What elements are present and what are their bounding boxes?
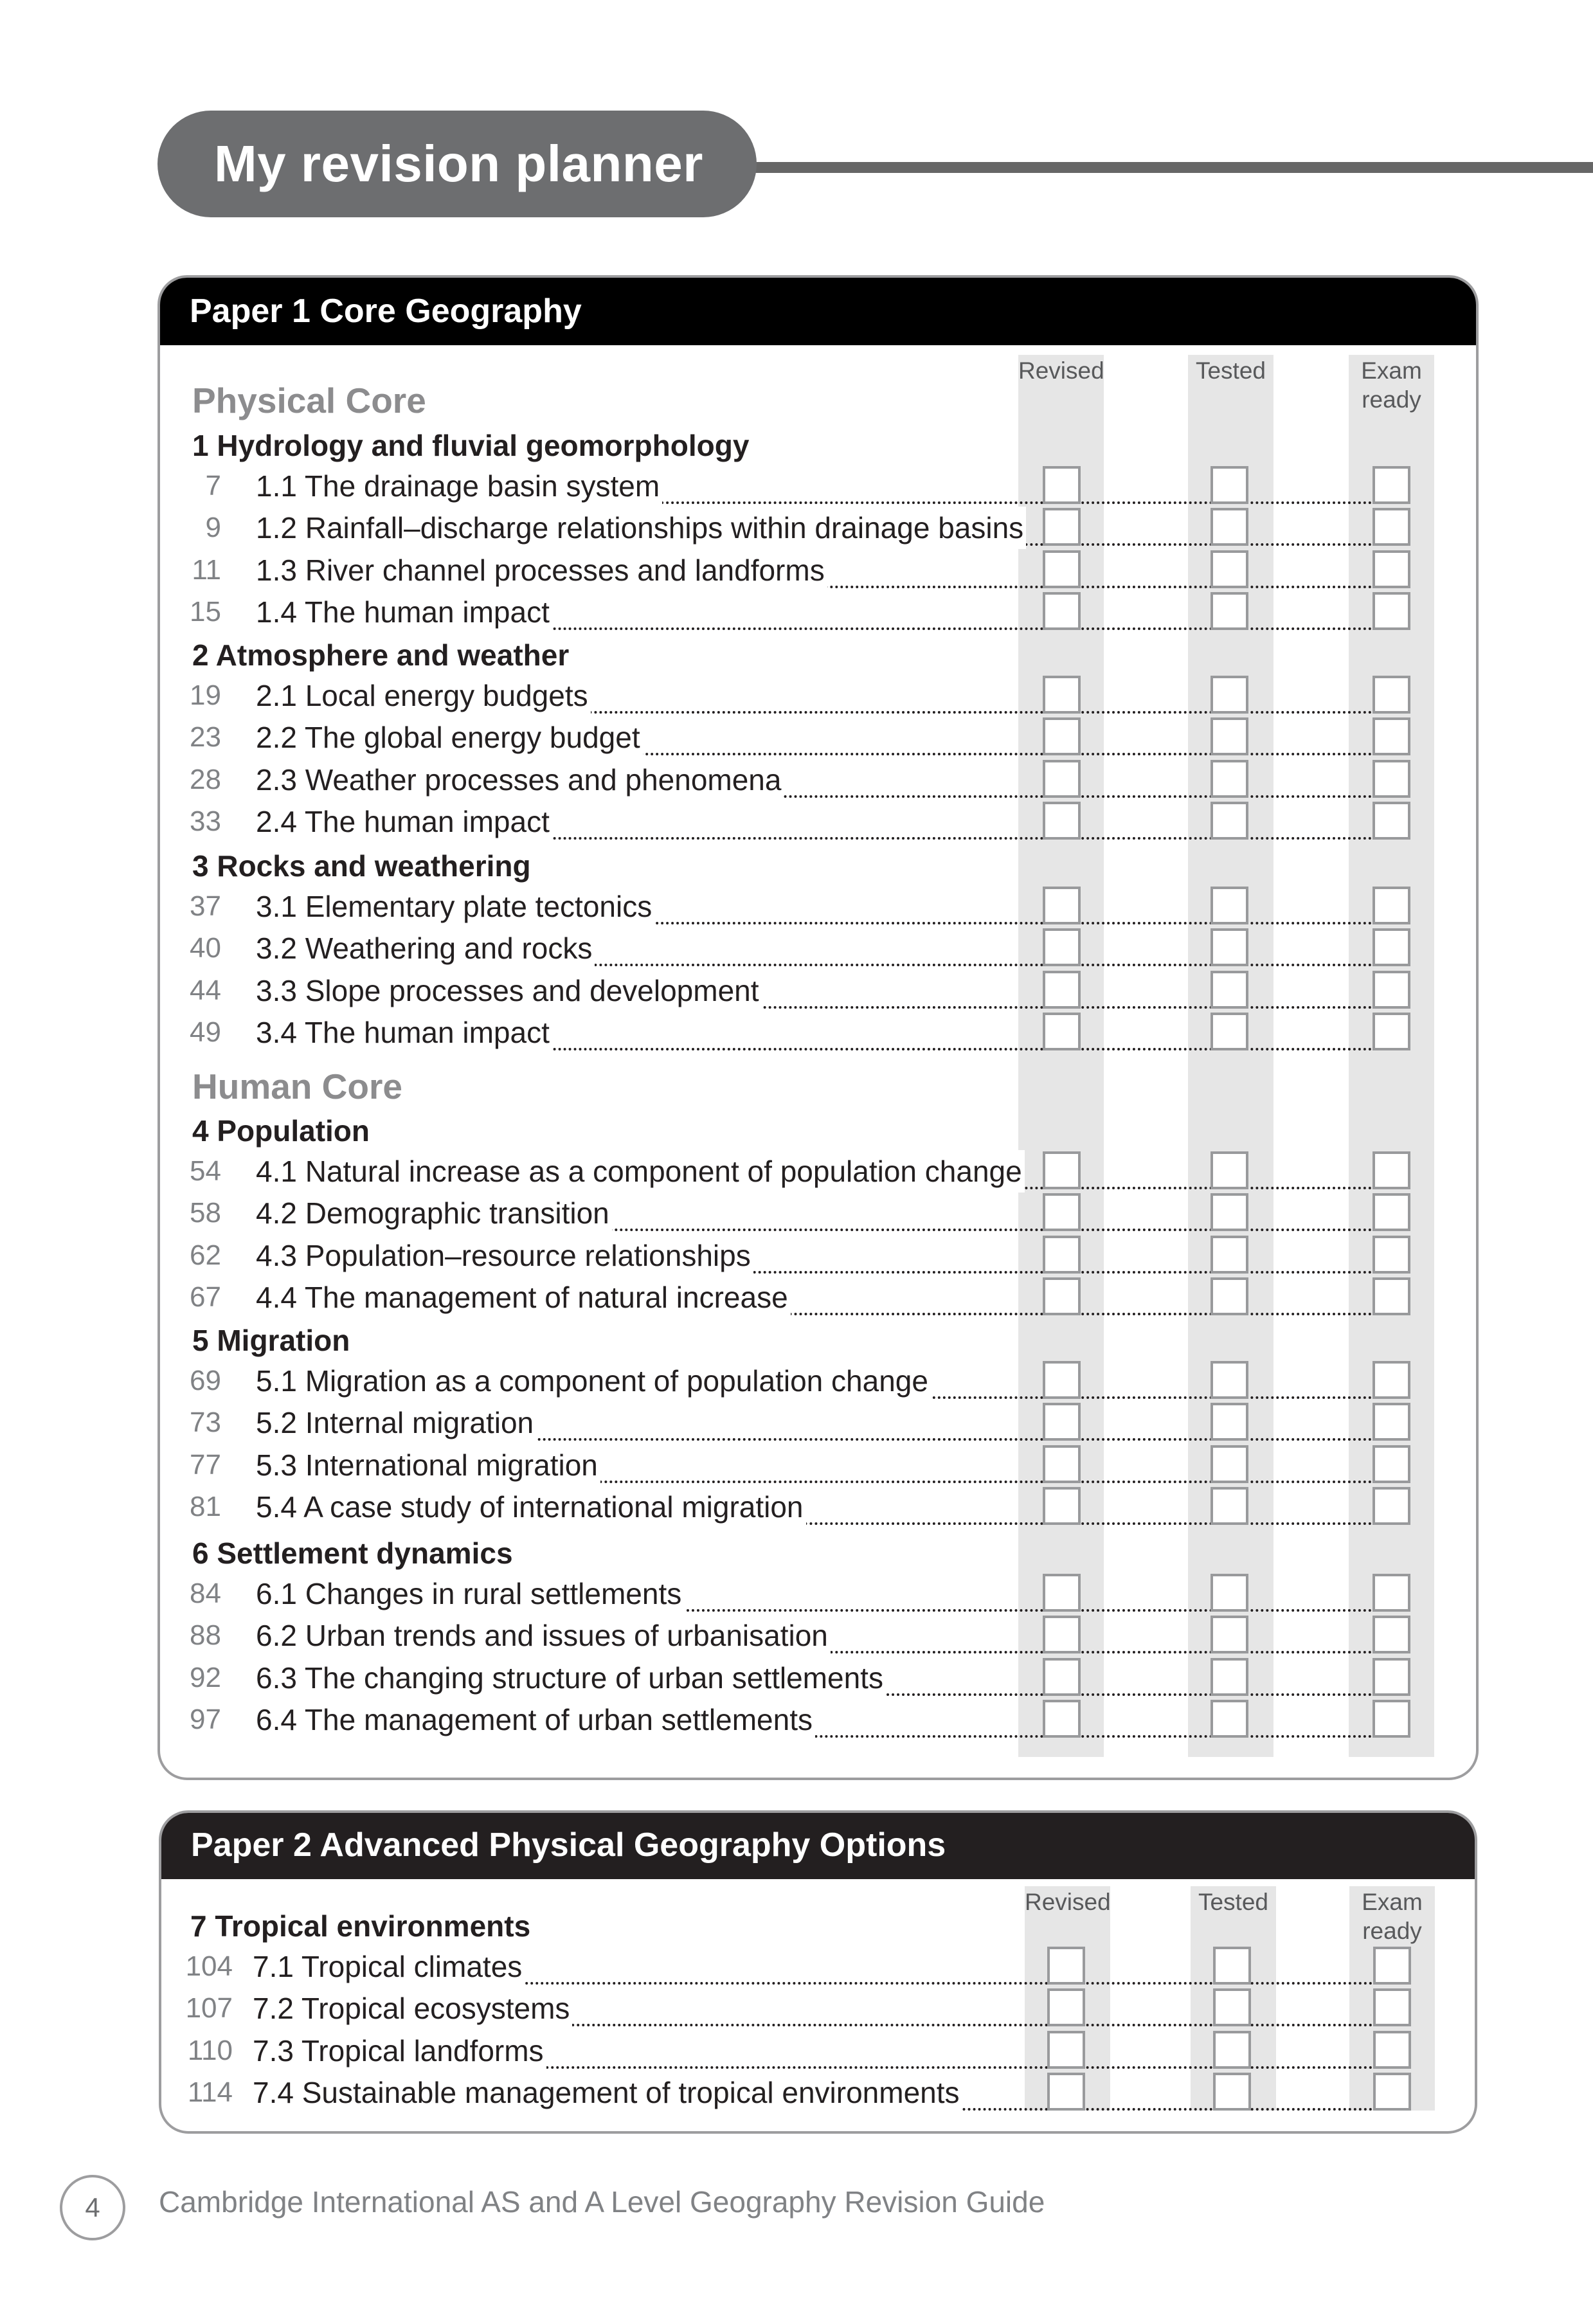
page-number: 58: [190, 1197, 221, 1229]
column-header-exam-line2: ready: [1362, 1918, 1422, 1944]
page-number: 19: [190, 680, 221, 711]
topic-title[interactable]: 4.3 Population–resource relationships: [256, 1234, 753, 1277]
tested-checkbox[interactable]: [1213, 1947, 1251, 1985]
paper1-header: [160, 278, 1476, 345]
group-label-human-core: Human Core: [192, 1067, 402, 1106]
topic-row: [160, 591, 1476, 633]
topic-title[interactable]: 5.1 Migration as a component of population change: [256, 1360, 931, 1402]
tested-checkbox[interactable]: [1210, 717, 1248, 755]
topic-title[interactable]: 1.3 River channel processes and landforms: [256, 549, 827, 591]
exam-ready-checkbox[interactable]: [1372, 1658, 1410, 1696]
exam-ready-checkbox[interactable]: [1372, 1574, 1410, 1612]
exam-ready-checkbox[interactable]: [1372, 1616, 1410, 1653]
topic-title[interactable]: 2.4 The human impact: [256, 800, 552, 843]
revised-checkbox[interactable]: [1043, 466, 1081, 504]
topic-title[interactable]: 7.1 Tropical climates: [253, 1945, 525, 1988]
exam-ready-checkbox[interactable]: [1372, 1700, 1410, 1738]
topic-title[interactable]: 5.2 Internal migration: [256, 1401, 536, 1444]
topic-row: [160, 1572, 1476, 1615]
topic-row: [160, 1234, 1476, 1277]
tested-checkbox[interactable]: [1210, 1193, 1248, 1231]
revised-checkbox[interactable]: [1043, 717, 1081, 755]
exam-ready-checkbox[interactable]: [1373, 2073, 1411, 2111]
revised-checkbox[interactable]: [1043, 676, 1081, 714]
tested-checkbox[interactable]: [1213, 1988, 1251, 2026]
tested-checkbox[interactable]: [1210, 508, 1248, 546]
topic-heading: 5 Migration: [192, 1324, 350, 1357]
exam-ready-checkbox[interactable]: [1372, 928, 1410, 966]
paper1-title: Paper 1 Core Geography: [190, 293, 582, 330]
revised-checkbox[interactable]: [1043, 1487, 1081, 1525]
exam-ready-checkbox[interactable]: [1372, 1445, 1410, 1483]
revised-checkbox[interactable]: [1043, 508, 1081, 546]
topic-title[interactable]: 4.1 Natural increase as a component of population change: [256, 1150, 1025, 1193]
page-number: 69: [190, 1365, 221, 1396]
tested-checkbox[interactable]: [1210, 676, 1248, 714]
page-number: 23: [190, 721, 221, 753]
page-number: 84: [190, 1578, 221, 1609]
topic-heading: 1 Hydrology and fluvial geomorphology: [192, 429, 750, 462]
book-title: Cambridge International AS and A Level Geography Revision Guide: [159, 2185, 1045, 2219]
page-number: 62: [190, 1239, 221, 1271]
tested-checkbox[interactable]: [1210, 1574, 1248, 1612]
page-number: 67: [190, 1281, 221, 1313]
topic-row: [160, 927, 1476, 969]
revised-checkbox[interactable]: [1047, 2073, 1085, 2111]
tested-checkbox[interactable]: [1210, 971, 1248, 1009]
page-number: 40: [190, 932, 221, 964]
topic-heading: 6 Settlement dynamics: [192, 1536, 513, 1570]
exam-ready-checkbox[interactable]: [1372, 1236, 1410, 1274]
revised-checkbox[interactable]: [1043, 1445, 1081, 1483]
topic-row: [160, 1657, 1476, 1699]
topic-title[interactable]: 6.4 The management of urban settlements: [256, 1698, 815, 1741]
exam-ready-checkbox[interactable]: [1372, 466, 1410, 504]
topic-row: [160, 1486, 1476, 1528]
tested-checkbox[interactable]: [1210, 1013, 1248, 1050]
topic-title[interactable]: 4.4 The management of natural increase: [256, 1276, 791, 1319]
exam-ready-checkbox[interactable]: [1372, 1193, 1410, 1231]
topic-title[interactable]: 2.3 Weather processes and phenomena: [256, 759, 784, 801]
exam-ready-checkbox[interactable]: [1372, 760, 1410, 798]
title-pill: [158, 111, 757, 217]
revised-checkbox[interactable]: [1043, 1574, 1081, 1612]
tested-checkbox[interactable]: [1210, 1616, 1248, 1653]
page-number: 15: [190, 596, 221, 627]
exam-ready-checkbox[interactable]: [1372, 1013, 1410, 1050]
tested-checkbox[interactable]: [1210, 550, 1248, 588]
column-header-exam: [1349, 1887, 1435, 1945]
revised-checkbox[interactable]: [1043, 1616, 1081, 1653]
topic-heading: 3 Rocks and weathering: [192, 849, 531, 883]
topic-row: [160, 465, 1476, 507]
tested-checkbox[interactable]: [1210, 928, 1248, 966]
topic-row: [160, 1698, 1476, 1741]
topic-row: [160, 885, 1476, 928]
revised-checkbox[interactable]: [1043, 1013, 1081, 1050]
revised-checkbox[interactable]: [1043, 1700, 1081, 1738]
topic-row: [160, 716, 1476, 759]
column-header-exam-line2: ready: [1362, 386, 1421, 413]
topic-row: [160, 549, 1476, 591]
topic-title[interactable]: 3.2 Weathering and rocks: [256, 927, 595, 969]
exam-ready-checkbox[interactable]: [1372, 971, 1410, 1009]
topic-title[interactable]: 3.1 Elementary plate tectonics: [256, 885, 654, 928]
topic-title[interactable]: 5.3 International migration: [256, 1444, 600, 1486]
revised-checkbox[interactable]: [1043, 928, 1081, 966]
tested-checkbox[interactable]: [1210, 1361, 1248, 1399]
revised-checkbox[interactable]: [1043, 592, 1081, 630]
topic-title[interactable]: 1.1 The drainage basin system: [256, 465, 662, 507]
topic-title[interactable]: 4.2 Demographic transition: [256, 1192, 612, 1234]
page-number: 7: [205, 470, 221, 501]
revised-checkbox[interactable]: [1043, 887, 1081, 924]
title-rule: [746, 162, 1593, 173]
page-number-badge: 4: [60, 2175, 125, 2240]
topic-title[interactable]: 6.3 The changing structure of urban settlements: [256, 1657, 886, 1699]
page-number: 9: [205, 512, 221, 543]
topic-title[interactable]: 2.1 Local energy budgets: [256, 674, 591, 717]
tested-checkbox[interactable]: [1213, 2031, 1251, 2069]
revised-checkbox[interactable]: [1043, 760, 1081, 798]
page-number: 54: [190, 1155, 221, 1187]
topic-row: [160, 1360, 1476, 1402]
exam-ready-checkbox[interactable]: [1372, 1277, 1410, 1315]
group-label-physical-core: Physical Core: [192, 381, 426, 420]
tested-checkbox[interactable]: [1210, 760, 1248, 798]
tested-checkbox[interactable]: [1210, 1236, 1248, 1274]
exam-ready-checkbox[interactable]: [1372, 676, 1410, 714]
revised-checkbox[interactable]: [1043, 1151, 1081, 1189]
topic-title[interactable]: 5.4 A case study of international migration: [256, 1486, 806, 1528]
revised-checkbox[interactable]: [1047, 2031, 1085, 2069]
exam-ready-checkbox[interactable]: [1372, 508, 1410, 546]
page-number: 81: [190, 1491, 221, 1522]
topic-heading: 7 Tropical environments: [190, 1909, 531, 1943]
column-header-tested: Tested: [1195, 357, 1266, 384]
page-number: 44: [190, 975, 221, 1006]
paper2-header: [161, 1813, 1475, 1879]
page-title: My revision planner: [214, 135, 703, 192]
column-header-exam: [1349, 356, 1434, 414]
revised-checkbox[interactable]: [1043, 802, 1081, 840]
revised-checkbox[interactable]: [1043, 1193, 1081, 1231]
paper2-title: Paper 2 Advanced Physical Geography Options: [191, 1826, 946, 1864]
tested-checkbox[interactable]: [1210, 1700, 1248, 1738]
page-number: 107: [185, 1992, 233, 2024]
topic-title[interactable]: 2.2 The global energy budget: [256, 716, 643, 759]
exam-ready-checkbox[interactable]: [1373, 2031, 1411, 2069]
topic-title[interactable]: 1.4 The human impact: [256, 591, 552, 633]
tested-checkbox[interactable]: [1210, 887, 1248, 924]
tested-checkbox[interactable]: [1210, 802, 1248, 840]
topic-title[interactable]: 6.1 Changes in rural settlements: [256, 1572, 684, 1615]
topic-heading: 4 Population: [192, 1114, 370, 1148]
page-number: 37: [190, 890, 221, 922]
tested-checkbox[interactable]: [1210, 466, 1248, 504]
topic-row: [160, 800, 1476, 843]
page-number: 104: [185, 1950, 233, 1982]
topic-row: [161, 1987, 1475, 2030]
revised-checkbox[interactable]: [1047, 1988, 1085, 2026]
topic-heading: 2 Atmosphere and weather: [192, 638, 570, 672]
page-number: 92: [190, 1662, 221, 1693]
revised-checkbox[interactable]: [1043, 1361, 1081, 1399]
tested-checkbox[interactable]: [1213, 2073, 1251, 2111]
topic-row: [161, 1945, 1475, 1988]
exam-ready-checkbox[interactable]: [1373, 1947, 1411, 1985]
topic-row: [160, 507, 1476, 549]
topic-row: [160, 1276, 1476, 1319]
page-number: 88: [190, 1619, 221, 1651]
page-number: 110: [187, 2035, 233, 2066]
tested-checkbox[interactable]: [1210, 1445, 1248, 1483]
tested-checkbox[interactable]: [1210, 1658, 1248, 1696]
topic-row: [160, 1192, 1476, 1234]
column-header-revised: Revised: [1025, 1889, 1111, 1915]
revised-checkbox[interactable]: [1043, 1277, 1081, 1315]
column-header-revised: Revised: [1018, 357, 1104, 384]
topic-row: [160, 1011, 1476, 1054]
topic-title[interactable]: 1.2 Rainfall–discharge relationships within drainage basins: [256, 507, 1026, 549]
page-number: 97: [190, 1704, 221, 1735]
page-number: 77: [190, 1449, 221, 1481]
tested-checkbox[interactable]: [1210, 1403, 1248, 1441]
paper1-panel: [158, 275, 1479, 1780]
topic-title[interactable]: 3.4 The human impact: [256, 1011, 552, 1054]
exam-ready-checkbox[interactable]: [1373, 1988, 1411, 2026]
revised-checkbox[interactable]: [1043, 1236, 1081, 1274]
exam-ready-checkbox[interactable]: [1372, 1403, 1410, 1441]
topic-title[interactable]: 6.2 Urban trends and issues of urbanisation: [256, 1614, 831, 1657]
topic-row: [160, 1401, 1476, 1444]
column-header-tested: Tested: [1198, 1889, 1268, 1915]
revised-checkbox[interactable]: [1043, 971, 1081, 1009]
exam-ready-checkbox[interactable]: [1372, 1151, 1410, 1189]
tested-checkbox[interactable]: [1210, 592, 1248, 630]
topic-row: [161, 2071, 1475, 2114]
revised-checkbox[interactable]: [1043, 1403, 1081, 1441]
tested-checkbox[interactable]: [1210, 1277, 1248, 1315]
exam-ready-checkbox[interactable]: [1372, 592, 1410, 630]
topic-row: [160, 1444, 1476, 1486]
column-header-exam-line1: Exam: [1361, 357, 1422, 384]
page-number: 33: [190, 806, 221, 837]
topic-title[interactable]: 3.3 Slope processes and development: [256, 969, 762, 1012]
exam-ready-checkbox[interactable]: [1372, 1361, 1410, 1399]
revised-checkbox[interactable]: [1043, 1658, 1081, 1696]
topic-title[interactable]: 7.2 Tropical ecosystems: [253, 1987, 572, 2030]
page-number: 28: [190, 764, 221, 795]
tested-checkbox[interactable]: [1210, 1487, 1248, 1525]
topic-title[interactable]: 7.3 Tropical landforms: [253, 2030, 546, 2072]
topic-row: [160, 1150, 1476, 1193]
revised-checkbox[interactable]: [1047, 1947, 1085, 1985]
exam-ready-checkbox[interactable]: [1372, 1487, 1410, 1525]
topic-row: [160, 1614, 1476, 1657]
exam-ready-checkbox[interactable]: [1372, 802, 1410, 840]
topic-row: [160, 759, 1476, 801]
topic-row: [160, 674, 1476, 717]
page-number: 11: [192, 554, 221, 586]
exam-ready-checkbox[interactable]: [1372, 550, 1410, 588]
exam-ready-checkbox[interactable]: [1372, 717, 1410, 755]
page-number: 114: [187, 2076, 233, 2108]
column-header-exam-line1: Exam: [1362, 1889, 1423, 1915]
topic-row: [160, 969, 1476, 1012]
topic-title[interactable]: 7.4 Sustainable management of tropical environments: [253, 2071, 962, 2114]
paper2-panel: [159, 1810, 1477, 2134]
tested-checkbox[interactable]: [1210, 1151, 1248, 1189]
revised-checkbox[interactable]: [1043, 550, 1081, 588]
page-number: 49: [190, 1016, 221, 1048]
exam-ready-checkbox[interactable]: [1372, 887, 1410, 924]
page-number: 73: [190, 1407, 221, 1438]
topic-row: [161, 2030, 1475, 2072]
